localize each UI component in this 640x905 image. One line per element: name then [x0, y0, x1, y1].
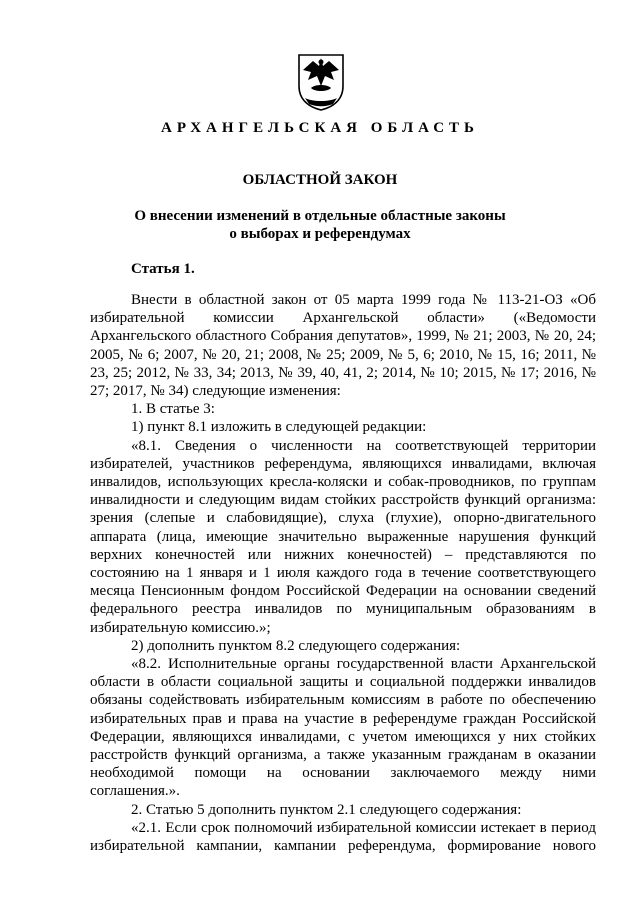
paragraph-2-1 [90, 819, 596, 855]
law-title [80, 207, 560, 243]
item-1-1: 1) пункт 8.1 изложить в следующей редакции: [131, 419, 427, 436]
region-name: АРХАНГЕЛЬСКАЯ ОБЛАСТЬ [161, 120, 479, 136]
paragraph-line: инвалидности и следующим видам стойких расстройств функций организма: [90, 492, 596, 509]
paragraph-line: «8.2. Исполнительные органы государственной власти Архангельской [131, 656, 596, 673]
paragraph-line: «8.1. Сведения о численности на соответствующей территории [131, 437, 596, 454]
paragraph-line: области в области социальной защиты и социальной поддержки инвалидов [90, 674, 596, 691]
paragraph-line: федерального реестра инвалидов по муниципальным образованиям в [90, 601, 596, 618]
paragraph-line: избирательной кампании, кампании референдума, формирование нового [90, 838, 596, 855]
item-1: 1. В статье 3: [131, 401, 215, 418]
paragraph-line: избирателей, участников референдума, являющихся инвалидами, включая [90, 455, 596, 472]
paragraph-8-2 [90, 655, 596, 801]
paragraph-line: «2.1. Если срок полномочий избирательной комиссии истекает в период [131, 819, 596, 836]
paragraph-line: аппарата (лица, имеющие значительно выраженные нарушения функций [90, 528, 596, 545]
paragraph-line: расстройств функций организма, а также указанным гражданам в оказании [90, 747, 596, 764]
law-title-line: О внесении изменений в отдельные областные законы [134, 208, 506, 224]
paragraph-line: избирательных прав и права на участие в референдуме граждан Российской [90, 710, 596, 727]
paragraph-line: необходимой помощи на основании заключаемого между ними [90, 765, 596, 782]
item-1-2: 2) дополнить пунктом 8.2 следующего содержания: [131, 637, 461, 654]
article-body [90, 291, 596, 855]
item-2: 2. Статью 5 дополнить пунктом 2.1 следующего содержания: [131, 801, 522, 818]
paragraph-line: инвалидов, использующих кресла-коляски и собак-проводников, по группам [90, 474, 596, 491]
paragraph-line: обязаны содействовать избирательным комиссиям в работе по обеспечению [90, 692, 596, 709]
paragraph-8-1 [90, 437, 596, 637]
intro-paragraph: Внести в областной закон от 05 марта 1999 года № 113-21-ОЗ «Об избирательной комиссии Архангельской области» («Ведомости Архангельского областного Собрания депутатов», 1999, № 21; 2003, № 20, 24; 2005, № 6; 2007, № 20, 21; 2008, № 25; 2009, № 5, 6; 2010, № 15, 16; 2011, № 23, 25; 2012, № 33, 34; 2013, № 39, 40, 41, 2; 2014, № 10; 2015, № 17; 2016, № 27; 2017, № 34) следующие изменения: [90, 292, 596, 400]
paragraph-line: верхних конечностей или нижних конечностей) – представляются по [90, 546, 596, 563]
paragraph-line: Федерации, являющихся инвалидами, с учетом имеющихся у них стойких [90, 728, 596, 745]
law-title-line: о выборах и референдумах [229, 226, 411, 242]
paragraph-line: состоянию на 1 января и 1 июля каждого года в течение соответствующего [90, 565, 596, 582]
article-heading: Статья 1. [131, 261, 195, 277]
coat-of-arms-icon [297, 52, 345, 112]
paragraph-line: избирательную комиссию.»; [90, 619, 271, 636]
paragraph-line: соглашения.». [90, 783, 180, 800]
paragraph-line: месяца Пенсионным фондом Российской Федерации на основании сведений [90, 583, 596, 600]
paragraph-line: зрения (слепые и слабовидящие), слуха (глухие), опорно-двигательного [90, 510, 596, 527]
law-type-heading: ОБЛАСТНОЙ ЗАКОН [242, 172, 398, 188]
